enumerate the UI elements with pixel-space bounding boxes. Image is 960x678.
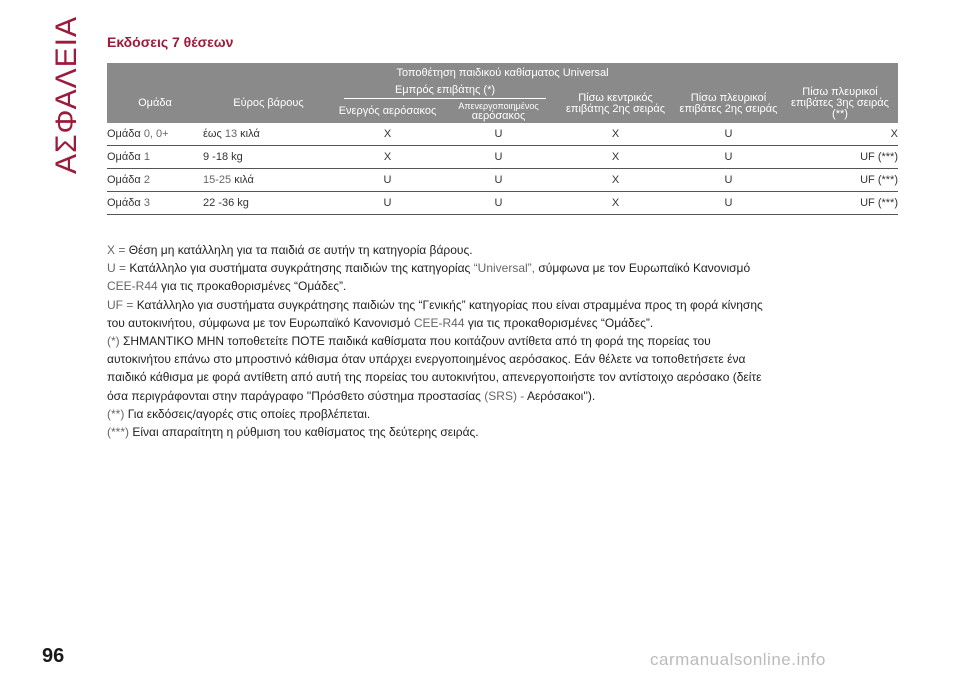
cell-group bbox=[107, 123, 203, 146]
cell-weight: 22 -36 kg bbox=[203, 192, 334, 215]
header-front-passenger bbox=[334, 84, 556, 100]
note-star2-text: Για εκδόσεις/αγορές στις οποίες προβλέπεται. bbox=[127, 406, 371, 421]
group-number: 1 bbox=[143, 151, 150, 163]
note-x-key: X = bbox=[107, 243, 126, 257]
cell-weight bbox=[203, 169, 334, 192]
note-u-key: U = bbox=[107, 261, 127, 276]
cell-front-inactive: U bbox=[441, 123, 556, 146]
note-star1-airbags: Αερόσακοι''). bbox=[526, 388, 596, 403]
group-number: 2 bbox=[143, 174, 150, 186]
note-star2-key: (**) bbox=[107, 406, 125, 421]
note-star3-text: Είναι απαραίτητη η ρύθμιση του καθίσματος της δεύτερης σειράς. bbox=[132, 425, 479, 440]
weight-unit: κιλά bbox=[234, 174, 254, 186]
note-star2 bbox=[107, 405, 907, 423]
note-uf-cee: CEE-R44 bbox=[413, 315, 465, 330]
cell-rear-center: X bbox=[556, 192, 675, 215]
group-number: 3 bbox=[143, 197, 150, 209]
group-label: Ομάδα bbox=[107, 151, 141, 163]
group-label: Ομάδα bbox=[107, 174, 141, 186]
page-number: 96 bbox=[42, 645, 65, 667]
note-star1-line1: ΣΗΜΑΝΤΙΚΟ ΜΗΝ τοποθετείτε ΠΟΤΕ παιδικά καθίσματα που κοιτάζουν αντίθετα από τη φορά της πορείας του bbox=[123, 334, 711, 349]
table-row bbox=[107, 192, 898, 215]
cell-front-active: X bbox=[334, 146, 441, 169]
cell-front-inactive: U bbox=[441, 169, 556, 192]
cell-front-active: U bbox=[334, 192, 441, 215]
note-u-universal: “Universal”, bbox=[473, 261, 535, 276]
table-notes bbox=[107, 241, 907, 441]
cell-rear-side-2nd: U bbox=[675, 192, 782, 215]
header-rear-center: Πίσω κεντρικός επιβάτης 2ης σειράς bbox=[556, 84, 675, 123]
cell-rear-side-3rd: X bbox=[782, 123, 898, 146]
chapter-side-label-text: ΑΣΦΑΛΕΙΑ bbox=[50, 15, 83, 175]
note-x bbox=[107, 241, 907, 259]
weight-unit: κιλά bbox=[240, 128, 260, 140]
cell-rear-side-3rd: UF (***) bbox=[782, 169, 898, 192]
header-group: Ομάδα bbox=[107, 84, 203, 123]
note-uf bbox=[107, 296, 907, 332]
header-weight: Εύρος βάρους bbox=[203, 84, 334, 123]
cell-weight: 9 -18 kg bbox=[203, 146, 334, 169]
cell-weight bbox=[203, 123, 334, 146]
child-seat-table bbox=[107, 63, 898, 215]
header-front-airbag-inactive bbox=[441, 100, 556, 123]
cell-rear-side-2nd: U bbox=[675, 146, 782, 169]
header-inactive-line2: αερόσακος bbox=[471, 110, 526, 122]
weight-range: 13 bbox=[224, 128, 238, 140]
note-star1 bbox=[107, 332, 907, 405]
note-star1-line2: αυτοκινήτου επάνω στο μπροστινό κάθισμα όταν υπάρχει ενεργοποιημένος αερόσακος. Εάν θέλετε να τοποθετήσετε ένα bbox=[107, 352, 746, 367]
note-uf-groups: για τις προκαθορισμένες “Ομάδες”. bbox=[467, 315, 654, 330]
chapter-side-label bbox=[42, 15, 92, 175]
note-u-groups: για τις προκαθορισμένες “Ομάδες”. bbox=[161, 279, 347, 294]
cell-rear-center: X bbox=[556, 146, 675, 169]
note-star1-line3: παιδικό κάθισμα με φορά αντίθετη από αυτή της πορείας του αυτοκινήτου, απενεργοποιήστε τον αντίστοιχο αερόσακο (δείτε bbox=[107, 370, 762, 385]
cell-rear-side-2nd: U bbox=[675, 123, 782, 146]
note-star1-srs: (SRS) - bbox=[484, 388, 525, 403]
note-x-text: Θέση μη κατάλληλη για τα παιδιά σε αυτήν τη κατηγορία βάρους. bbox=[128, 243, 473, 257]
note-u bbox=[107, 259, 907, 295]
note-star3 bbox=[107, 423, 907, 441]
note-uf-key: UF = bbox=[107, 297, 134, 312]
watermark: carmanualsonline.info bbox=[650, 650, 826, 669]
group-label: Ομάδα bbox=[107, 128, 141, 140]
cell-group bbox=[107, 146, 203, 169]
cell-front-active: X bbox=[334, 123, 441, 146]
section-title: Εκδόσεις 7 θέσεων bbox=[107, 34, 234, 50]
note-u-text: Κατάλληλο για συστήματα συγκράτησης παιδιών της κατηγορίας bbox=[129, 261, 471, 276]
weight-prefix: έως bbox=[203, 128, 222, 140]
header-front-airbag-active: Ενεργός αερόσακος bbox=[334, 100, 441, 123]
group-number: 0, 0+ bbox=[143, 128, 169, 140]
header-inactive-line1: Απενεργοποιημένος bbox=[458, 101, 539, 111]
table-title: Τοποθέτηση παιδικού καθίσματος Universal bbox=[107, 63, 898, 84]
cell-rear-side-3rd: UF (***) bbox=[782, 192, 898, 215]
header-rear-side-2nd: Πίσω πλευρικοί επιβάτες 2ης σειράς bbox=[675, 84, 782, 123]
note-uf-text: Κατάλληλο για συστήματα συγκράτησης παιδιών της “Γενικής” κατηγορίας που είναι στραμμένα προς τη φορά κίνησης bbox=[136, 297, 763, 312]
cell-rear-center: X bbox=[556, 123, 675, 146]
cell-front-active: U bbox=[334, 169, 441, 192]
cell-rear-side-2nd: U bbox=[675, 169, 782, 192]
cell-rear-side-3rd: UF (***) bbox=[782, 146, 898, 169]
note-star3-key: (***) bbox=[107, 425, 130, 440]
note-u-cee: CEE-R44 bbox=[107, 279, 158, 294]
cell-front-inactive: U bbox=[441, 192, 556, 215]
cell-group bbox=[107, 192, 203, 215]
group-label: Ομάδα bbox=[107, 197, 141, 209]
weight-range: 15-25 bbox=[203, 174, 232, 186]
note-star1-key: (*) bbox=[107, 334, 120, 349]
cell-rear-center: X bbox=[556, 169, 675, 192]
cell-group bbox=[107, 169, 203, 192]
table-row bbox=[107, 123, 898, 146]
note-star1-line4: όσα περιγράφονται στην παράγραφο ''Πρόσθετο σύστημα προστασίας bbox=[107, 388, 481, 403]
note-uf-regulation: του αυτοκινήτου, σύμφωνα με τον Ευρωπαϊκό Κανονισμό bbox=[107, 315, 411, 330]
table-row bbox=[107, 146, 898, 169]
header-front-passenger-text: Εμπρός επιβάτης (*) bbox=[344, 85, 546, 99]
cell-front-inactive: U bbox=[441, 146, 556, 169]
table-row bbox=[107, 169, 898, 192]
header-rear-side-3rd: Πίσω πλευρικοί επιβάτες 3ης σειράς (**) bbox=[782, 84, 898, 123]
note-u-regulation: σύμφωνα με τον Ευρωπαϊκό Κανονισμό bbox=[538, 261, 751, 276]
